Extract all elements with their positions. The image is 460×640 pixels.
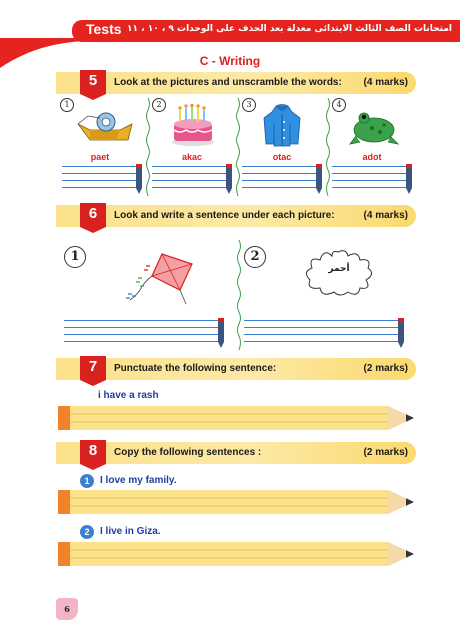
splash-label: أحمر xyxy=(328,264,350,274)
q6-divider xyxy=(236,240,242,350)
q5-writing-lines-4[interactable] xyxy=(332,166,410,188)
q5-writing-lines-3[interactable] xyxy=(242,166,320,188)
question-5-number: 5 xyxy=(80,70,106,94)
q8-sentence-1-number: 1 xyxy=(80,474,94,488)
page-number: 6 xyxy=(56,598,78,620)
question-5-instruction: Look at the pictures and unscramble the words: xyxy=(114,77,342,88)
question-6-number: 6 xyxy=(80,203,106,227)
pencil-icon xyxy=(226,164,232,194)
q6-writing-lines-1[interactable] xyxy=(64,320,222,342)
green-toad-icon xyxy=(350,106,400,146)
header-arabic-title: امتحانات الصف الثالث الابتدائى معدلة بعد الحذف على الوحدات ٩ ، ١٠ ، ١١ xyxy=(127,24,452,34)
q5-writing-lines-1[interactable] xyxy=(62,166,140,188)
question-6-instruction: Look and write a sentence under each picture: xyxy=(114,210,335,221)
q5-scrambled-word: otac xyxy=(272,152,292,162)
q7-sentence: i have a rash xyxy=(98,390,159,401)
question-8-instruction: Copy the following sentences : xyxy=(114,447,262,458)
q7-pencil-answer-line[interactable] xyxy=(58,406,414,430)
birthday-cake-icon xyxy=(170,104,216,146)
q5-scrambled-word: paet xyxy=(90,152,110,162)
pencil-icon xyxy=(406,164,412,194)
q6-writing-lines-2[interactable] xyxy=(244,320,402,342)
pencil-icon xyxy=(398,318,404,348)
q6-item-1-number: 1 xyxy=(64,246,86,268)
q8-pencil-answer-line-2[interactable] xyxy=(58,542,414,566)
pencil-icon xyxy=(136,164,142,194)
section-title: C - Writing xyxy=(199,54,261,68)
q6-item-2-number: 2 xyxy=(244,246,266,268)
q5-scrambled-word: adot xyxy=(362,152,382,162)
q5-item-number: 1 xyxy=(60,98,74,112)
question-6-marks: (4 marks) xyxy=(363,210,408,221)
q8-pencil-answer-line-1[interactable] xyxy=(58,490,414,514)
q5-scrambled-word: akac xyxy=(181,152,203,162)
q5-item-number: 3 xyxy=(242,98,256,112)
q8-sentence-2: I live in Giza. xyxy=(100,526,161,537)
q5-writing-lines-2[interactable] xyxy=(152,166,230,188)
question-7-number: 7 xyxy=(80,356,106,380)
tape-dispenser-icon xyxy=(76,110,134,144)
kite-icon xyxy=(122,250,202,306)
question-5-marks: (4 marks) xyxy=(363,77,408,88)
q5-item-number: 4 xyxy=(332,98,346,112)
pencil-icon xyxy=(218,318,224,348)
q8-sentence-1: I love my family. xyxy=(100,475,177,486)
header-tests-label: Tests xyxy=(86,21,122,37)
q5-item-number: 2 xyxy=(152,98,166,112)
question-7-marks: (2 marks) xyxy=(363,363,408,374)
question-8-marks: (2 marks) xyxy=(363,447,408,458)
blue-coat-icon xyxy=(262,104,302,148)
q8-sentence-2-number: 2 xyxy=(80,525,94,539)
question-7-instruction: Punctuate the following sentence: xyxy=(114,363,277,374)
question-8-number: 8 xyxy=(80,440,106,464)
pencil-icon xyxy=(316,164,322,194)
